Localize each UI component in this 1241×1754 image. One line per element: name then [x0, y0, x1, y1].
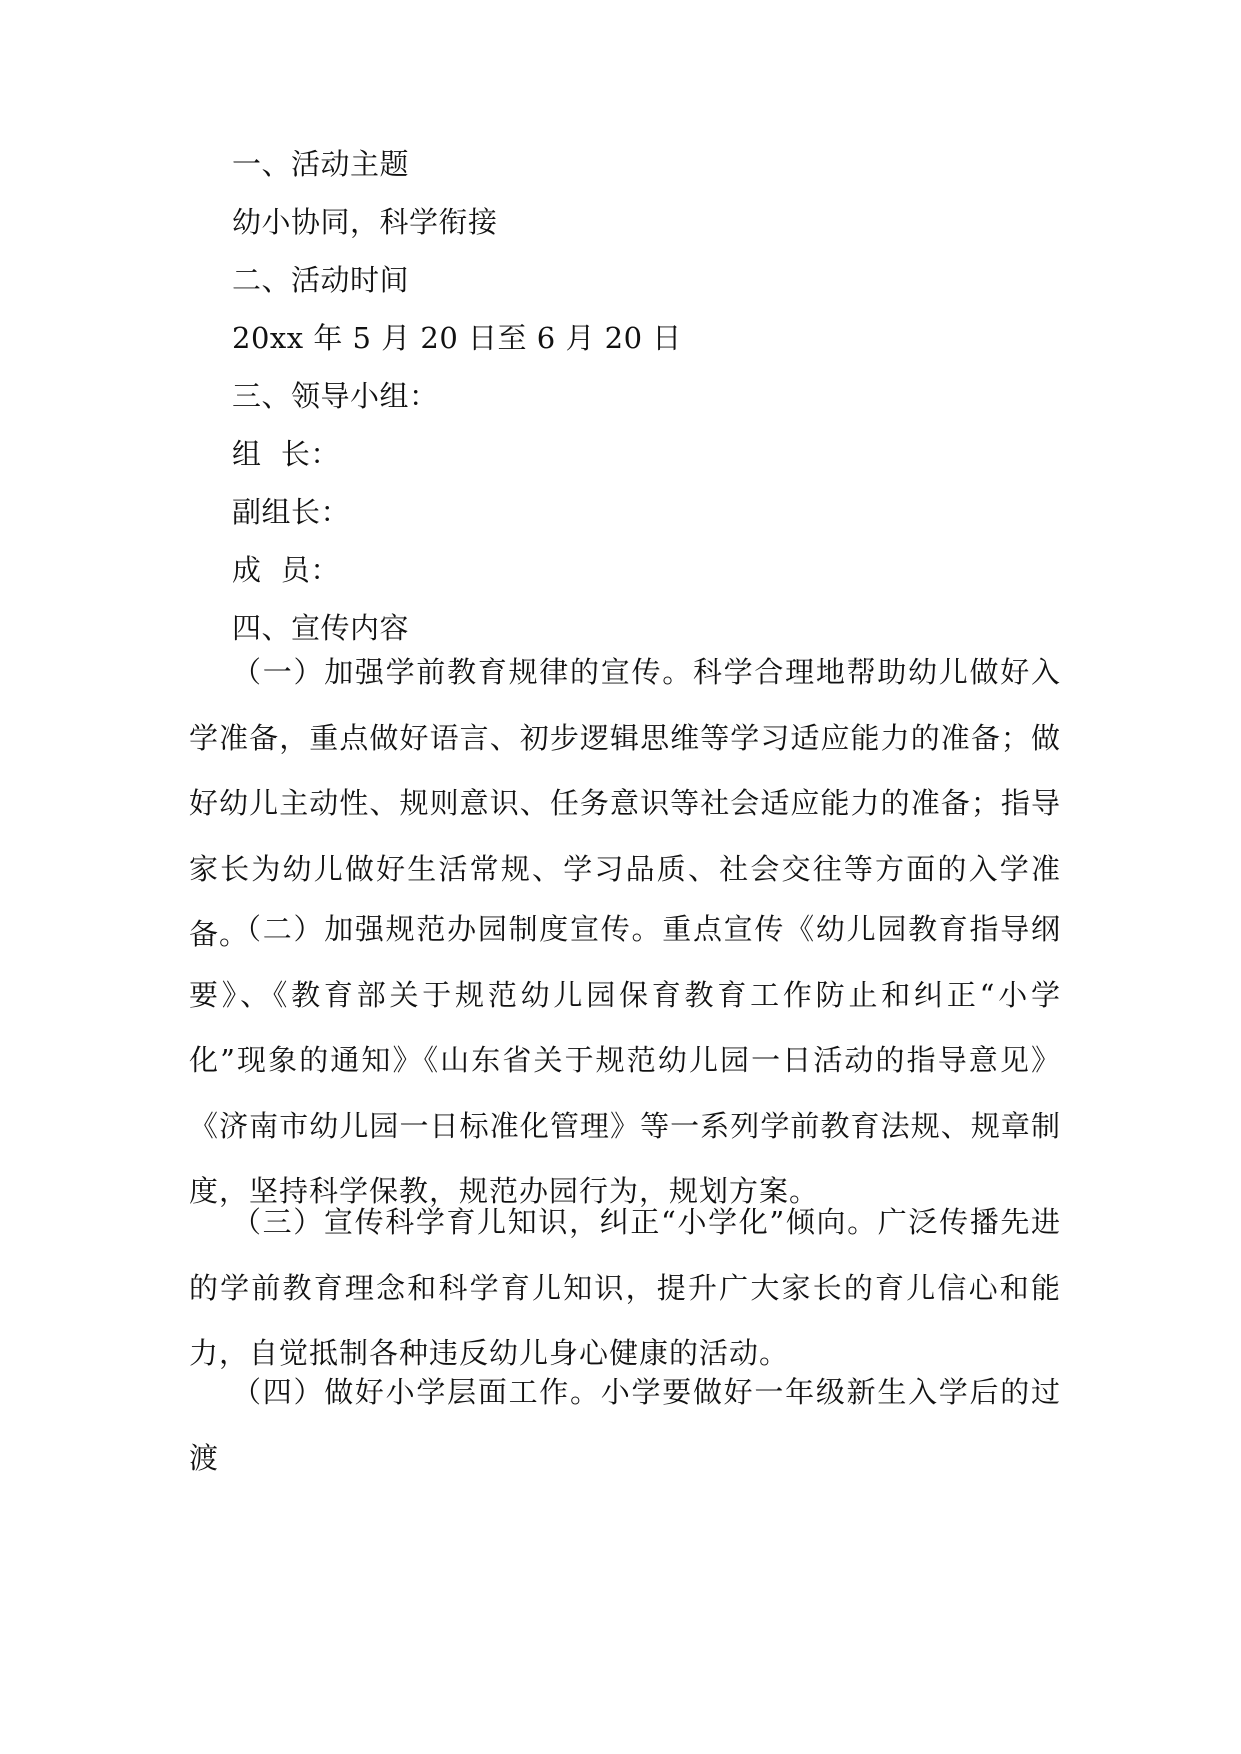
section-heading-leadership: 三、领导小组： [232, 379, 439, 413]
section-heading-time: 二、活动时间 [232, 263, 410, 297]
section-heading-theme: 一、活动主题 [232, 147, 410, 181]
activity-time-text: 20xx 年 5 月 20 日至 6 月 20 日 [232, 321, 682, 355]
leader-label: 组 长： [232, 437, 340, 471]
paragraph-3: （三）宣传科学育儿知识，纠正“小学化”倾向。广泛传播先进的学前教育理念和科学育儿知识，提升广大家长的育儿信心和能力，自觉抵制各种违反幼儿身心健康的活动。 [189, 1205, 1061, 1370]
section-heading-content: 四、宣传内容 [232, 611, 410, 645]
activity-theme-text: 幼小协同，科学衔接 [232, 205, 498, 239]
deputy-leader-label: 副组长： [232, 495, 351, 529]
paragraph-2: （二）加强规范办园制度宣传。重点宣传《幼儿园教育指导纲要》、《教育部关于规范幼儿园保育教育工作防止和纠正“小学化”现象的通知》《山东省关于规范幼儿园一日活动的指导意见》《济南市幼儿园一日标准化管理》等一系列学前教育法规、规章制度，坚持科学保教，规范办园行为，规划方案。 [189, 912, 1061, 1208]
paragraph-4: （四）做好小学层面工作。小学要做好一年级新生入学后的过渡 [189, 1375, 1061, 1475]
paragraph-1: （一）加强学前教育规律的宣传。科学合理地帮助幼儿做好入学准备，重点做好语言、初步逻辑思维等学习适应能力的准备；做好幼儿主动性、规则意识、任务意识等社会适应能力的准备；指导家长为幼儿做好生活常规、学习品质、社会交往等方面的入学准备。 [189, 655, 1061, 951]
members-label: 成 员： [232, 553, 340, 587]
